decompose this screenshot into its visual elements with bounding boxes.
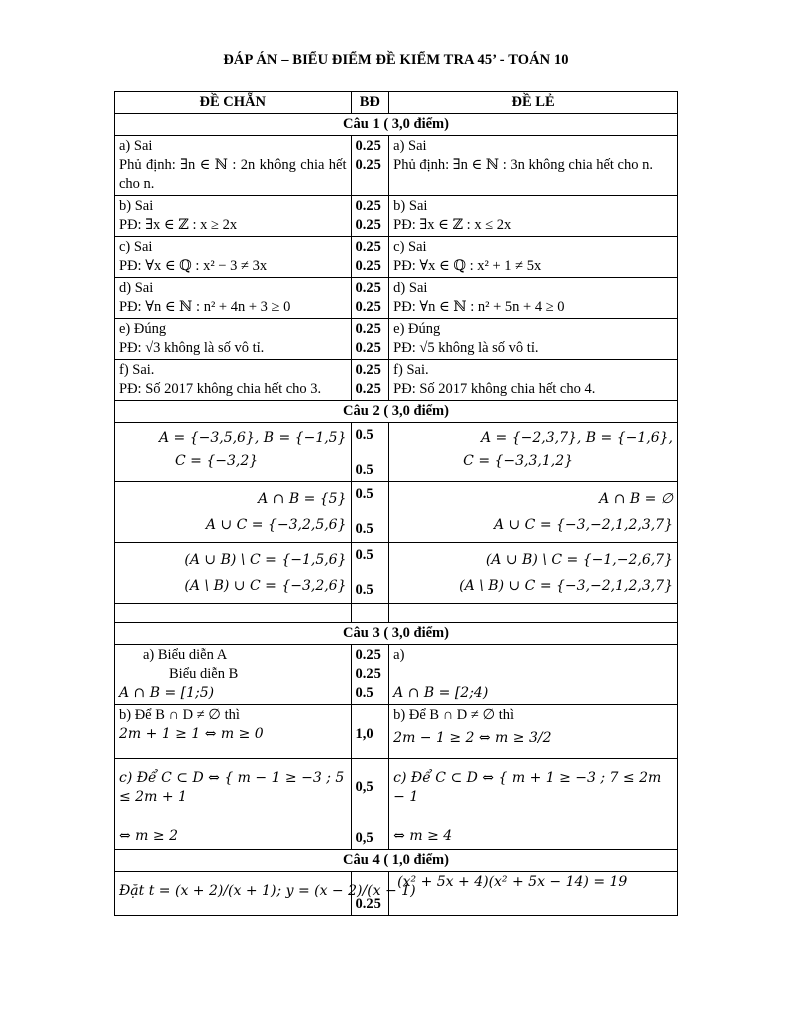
even-cell: d) Sai PĐ: ∀n ∈ ℕ : n² + 4n + 3 ≥ 0 [115, 278, 352, 319]
section-row [115, 114, 678, 136]
odd-cell: b) Để B ∩ D ≠ ∅ thì 2m − 1 ≥ 2 ⇔ m ≥ 3/2 [389, 705, 678, 759]
score-cell: 0.25 0.25 [351, 136, 389, 196]
even-cell: e) Đúng PĐ: √3 không là số vô tỉ. [115, 319, 352, 360]
score-cell: 0.25 [351, 872, 389, 916]
odd-cell: c) Để C ⊂ D ⇔ { m + 1 ≥ −3 ; 7 ≤ 2m − 1 ⇔ m ≥ 4 [389, 759, 678, 850]
section-title-4: Câu 4 ( 1,0 điểm) [115, 850, 678, 872]
score-cell: 0.5 0.5 [351, 482, 389, 543]
even-cell: f) Sai. PĐ: Số 2017 không chia hết cho 3. [115, 360, 352, 401]
table-row [115, 645, 678, 705]
even-cell: A ∩ B = {5} A ∪ C = {−3,2,5,6} [115, 482, 352, 543]
table-row [115, 136, 678, 196]
table-row [115, 759, 678, 850]
score-cell: 0.5 0.5 [351, 543, 389, 604]
score-cell: 0.25 0.25 [351, 237, 389, 278]
odd-cell: a) Sai Phủ định: ∃n ∈ ℕ : 3n không chia hết cho n. [389, 136, 678, 196]
even-cell: (A ∪ B) \ C = {−1,5,6} (A \ B) ∪ C = {−3,2,6} [115, 543, 352, 604]
header-score: BĐ [351, 92, 389, 114]
table-row [115, 482, 678, 543]
answer-table [114, 91, 678, 916]
odd-cell: a) A ∩ B = [2;4) [389, 645, 678, 705]
header-even: ĐỀ CHẴN [115, 92, 352, 114]
document-title: ĐÁP ÁN – BIỂU ĐIỂM ĐỀ KIỂM TRA 45’ - TOÁN 10 [223, 52, 569, 68]
odd-cell: c) Sai PĐ: ∀x ∈ ℚ : x² + 1 ≠ 5x [389, 237, 678, 278]
odd-cell: d) Sai PĐ: ∀n ∈ ℕ : n² + 5n + 4 ≥ 0 [389, 278, 678, 319]
score-cell: 0.25 0.25 [351, 360, 389, 401]
table-row [115, 278, 678, 319]
even-cell: a) Biểu diễn A Biểu diễn B A ∩ B = [1;5) [115, 645, 352, 705]
section-row [115, 850, 678, 872]
odd-cell: (x² + 5x + 4)(x² + 5x − 14) = 19 [389, 872, 678, 916]
table-row [115, 360, 678, 401]
even-cell: b) Để B ∩ D ≠ ∅ thì 2m + 1 ≥ 1 ⇔ m ≥ 0 [115, 705, 352, 759]
table-row [115, 237, 678, 278]
section-title-3: Câu 3 ( 3,0 điểm) [115, 623, 678, 645]
empty-row [115, 604, 678, 623]
header-odd: ĐỀ LẺ [389, 92, 678, 114]
table-row [115, 705, 678, 759]
odd-cell: A ∩ B = ∅ A ∪ C = {−3,−2,1,2,3,7} [389, 482, 678, 543]
score-cell: 0.25 0.25 [351, 196, 389, 237]
score-cell: 0,5 0,5 [351, 759, 389, 850]
odd-cell: e) Đúng PĐ: √5 không là số vô tỉ. [389, 319, 678, 360]
even-cell: c) Sai PĐ: ∀x ∈ ℚ : x² − 3 ≠ 3x [115, 237, 352, 278]
even-cell: a) Sai Phủ định: ∃n ∈ ℕ : 2n không chia hết cho n. [115, 136, 352, 196]
table-row [115, 872, 678, 916]
odd-cell: b) Sai PĐ: ∃x ∈ ℤ : x ≤ 2x [389, 196, 678, 237]
odd-cell: A = {−2,3,7}, B = {−1,6}, C = {−3,3,1,2} [389, 423, 678, 482]
even-cell: b) Sai PĐ: ∃x ∈ ℤ : x ≥ 2x [115, 196, 352, 237]
odd-cell: f) Sai. PĐ: Số 2017 không chia hết cho 4. [389, 360, 678, 401]
score-cell: 0.25 0.25 [351, 278, 389, 319]
table-row [115, 319, 678, 360]
section-title-2: Câu 2 ( 3,0 điểm) [115, 401, 678, 423]
section-title-1: Câu 1 ( 3,0 điểm) [115, 114, 678, 136]
section-row [115, 401, 678, 423]
score-cell: 0.25 0.25 0.5 [351, 645, 389, 705]
header-row [115, 92, 678, 114]
table-row [115, 543, 678, 604]
even-cell: A = {−3,5,6}, B = {−1,5} C = {−3,2} [115, 423, 352, 482]
table-row [115, 196, 678, 237]
score-cell: 1,0 [351, 705, 389, 759]
score-cell: 0.25 0.25 [351, 319, 389, 360]
even-cell: Đặt t = (x + 2)/(x + 1); y = (x − 2)/(x − 1) [115, 872, 352, 916]
section-row [115, 623, 678, 645]
table-row [115, 423, 678, 482]
even-cell: c) Để C ⊂ D ⇔ { m − 1 ≥ −3 ; 5 ≤ 2m + 1 ⇔ m ≥ 2 [115, 759, 352, 850]
odd-cell: (A ∪ B) \ C = {−1,−2,6,7} (A \ B) ∪ C = {−3,−2,1,2,3,7} [389, 543, 678, 604]
score-cell: 0.5 0.5 [351, 423, 389, 482]
